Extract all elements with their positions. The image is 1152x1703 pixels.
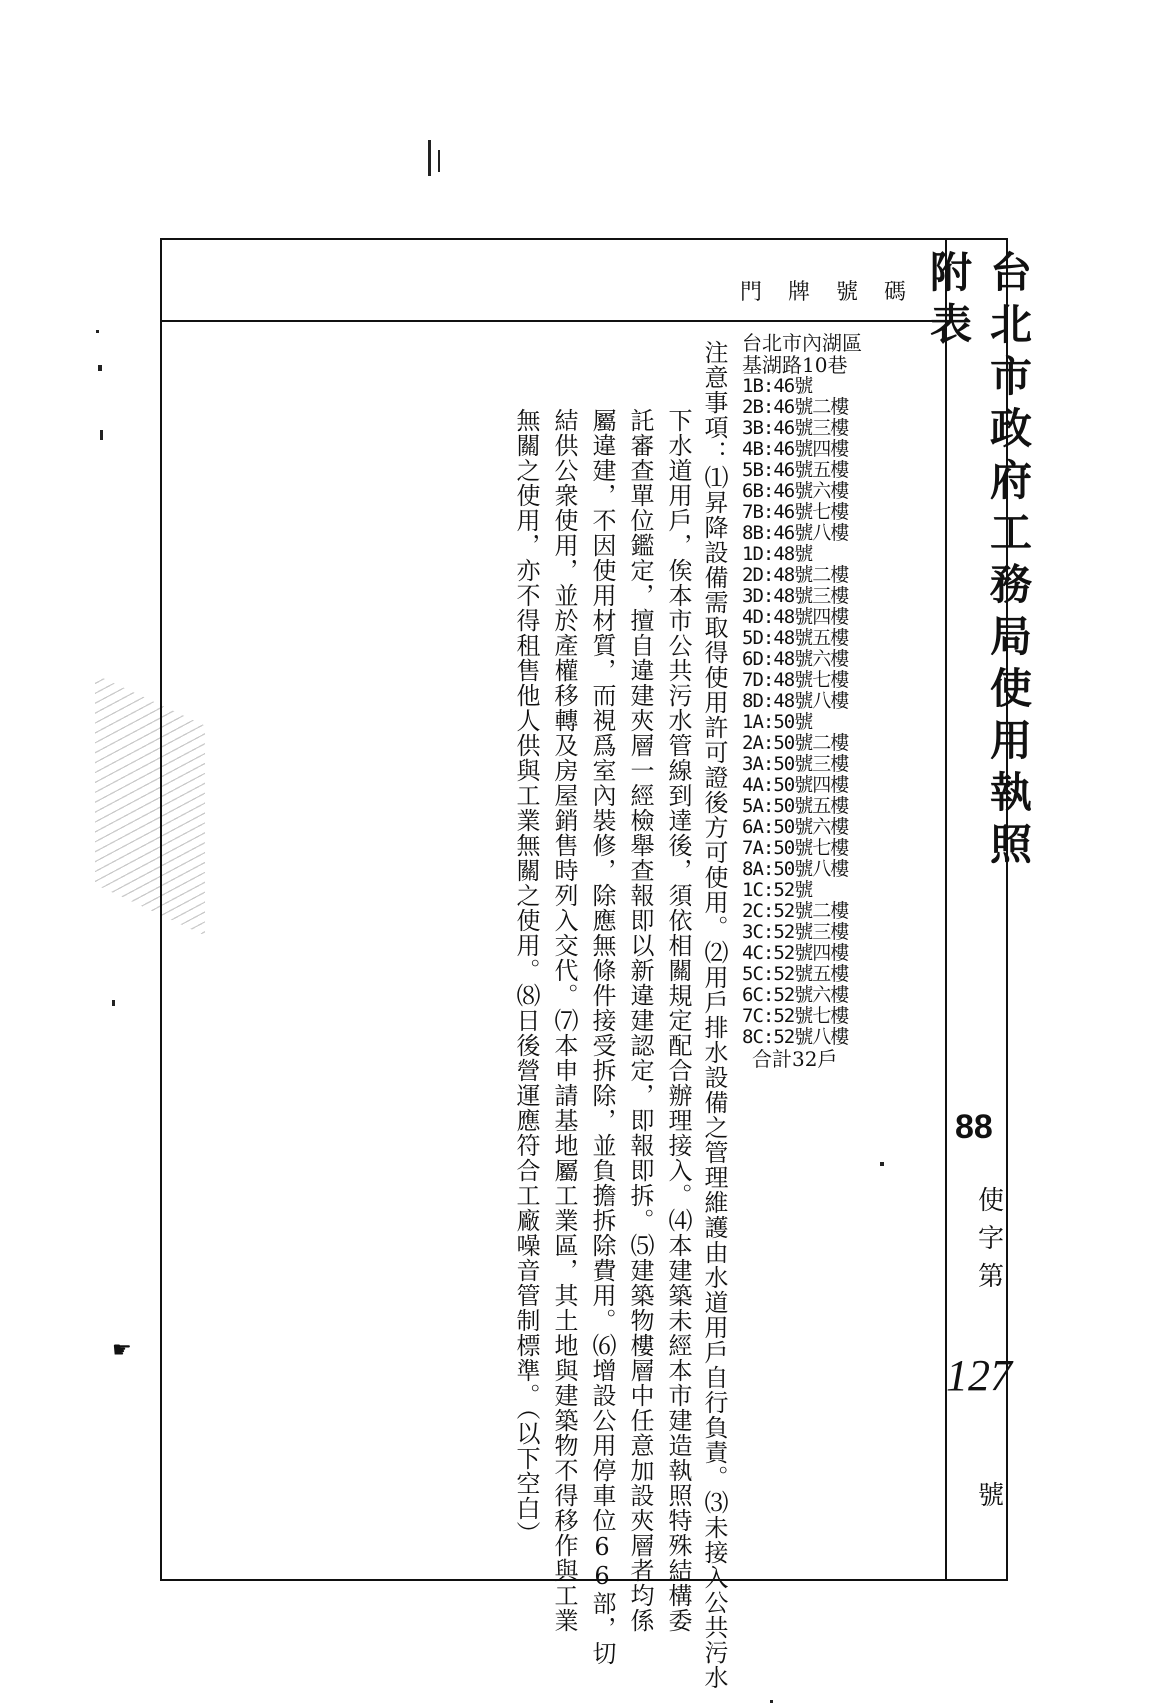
- unit-address-item: 2A:50號二樓: [742, 732, 849, 754]
- unit-address-item: 1D:48號: [742, 543, 813, 565]
- note-column-2: 下水道用戶，俟本市公共污水管線到達後，須依相關規定配合辦理接入。⑷本建築未經本市建造執照特殊結構委: [664, 408, 692, 1633]
- scan-mark-top: [428, 140, 431, 176]
- unit-list: [742, 376, 942, 1048]
- note-column-6: 無關之使用，亦不得租售他人供與工業無關之使用。⑻日後營運應符合工廠噪音管制標準。（以下空白）: [512, 408, 540, 1546]
- scan-mark-top-2: [438, 150, 440, 172]
- document-number-suffix: 號: [978, 1481, 1005, 1511]
- unit-address-item: 5B:46號五樓: [742, 459, 849, 481]
- unit-address-item: 4B:46號四樓: [742, 438, 849, 460]
- unit-address-item: 6A:50號六樓: [742, 816, 849, 838]
- unit-address-item: 4C:52號四樓: [742, 942, 849, 964]
- unit-address-item: 8C:52號八樓: [742, 1026, 849, 1048]
- unit-address-item: 1B:46號: [742, 375, 813, 397]
- unit-address-item: 6B:46號六樓: [742, 480, 849, 502]
- unit-address-item: 6C:52號六樓: [742, 984, 849, 1006]
- unit-address-item: 3C:52號三樓: [742, 921, 849, 943]
- doorplate-header: 門牌號碼: [740, 280, 933, 305]
- unit-address-item: 6D:48號六樓: [742, 648, 849, 670]
- unit-address-item: 8D:48號八樓: [742, 690, 849, 712]
- document-type-char-2: 字: [978, 1224, 1005, 1254]
- document-type-char-1: 使: [978, 1186, 1005, 1216]
- scan-dot-2: [98, 365, 102, 371]
- unit-address-item: 7D:48號七樓: [742, 669, 849, 691]
- title-column: [924, 250, 1033, 910]
- unit-address-item: 4D:48號四樓: [742, 606, 849, 628]
- unit-address-item: 3A:50號三樓: [742, 753, 849, 775]
- note-column-1: 注意事項：⑴昇降設備需取得使用許可證後方可使用。⑵用戶排水設備之管理維護由水道用戶自行負責。⑶未接入公共污水: [700, 340, 728, 1690]
- scan-dot-3: [100, 430, 103, 440]
- unit-address-item: 3B:46號三樓: [742, 417, 849, 439]
- unit-address-item: 7C:52號七樓: [742, 1005, 849, 1027]
- document-type-char-3: 第: [978, 1262, 1005, 1292]
- page-title: 台北市政府工務局使用執照附表: [924, 250, 1033, 874]
- unit-address-item: 7A:50號七樓: [742, 837, 849, 859]
- document-number-prefix: 88: [955, 1108, 993, 1146]
- address-total: 合計32戶: [752, 1047, 838, 1071]
- arrow-mark-icon: ☛: [112, 1338, 132, 1363]
- scan-dot-4: [112, 1000, 115, 1006]
- unit-address-item: 1A:50號: [742, 711, 813, 733]
- note-column-4: 屬違建，不因使用材質，而視爲室內裝修，除應無條件接受拆除，並負擔拆除費用。⑹增設公用停車位66部，切: [588, 408, 616, 1666]
- unit-address-item: 8B:46號八樓: [742, 522, 849, 544]
- note-column-5: 結供公衆使用，並於產權移轉及房屋銷售時列入交代。⑺本申請基地屬工業區，其土地與建築物不得移作與工業: [550, 408, 578, 1633]
- scan-dot-1: [96, 330, 99, 333]
- header-row-divider: [160, 320, 947, 322]
- document-serial-number: 127: [946, 1351, 1012, 1400]
- unit-address-item: 7B:46號七樓: [742, 501, 849, 523]
- unit-address-item: 5C:52號五樓: [742, 963, 849, 985]
- unit-address-item: 2D:48號二樓: [742, 564, 849, 586]
- unit-address-item: 4A:50號四樓: [742, 774, 849, 796]
- address-list: [742, 332, 942, 1070]
- notes-section: [500, 340, 750, 1690]
- address-lane: 基湖路10巷: [742, 353, 848, 377]
- unit-address-item: 3D:48號三樓: [742, 585, 849, 607]
- unit-address-item: 2C:52號二樓: [742, 900, 849, 922]
- unit-address-item: 1C:52號: [742, 879, 813, 901]
- address-district: 台北市內湖區: [742, 331, 862, 355]
- unit-address-item: 5A:50號五樓: [742, 795, 849, 817]
- unit-address-item: 2B:46號二樓: [742, 396, 849, 418]
- unit-address-item: 5D:48號五樓: [742, 627, 849, 649]
- unit-address-item: 8A:50號八樓: [742, 858, 849, 880]
- note-column-3: 託審查單位鑑定，擅自違建夾層一經檢舉查報即以新違建認定，即報即拆。⑸建築物樓層中任意加設夾層者均係: [626, 408, 654, 1633]
